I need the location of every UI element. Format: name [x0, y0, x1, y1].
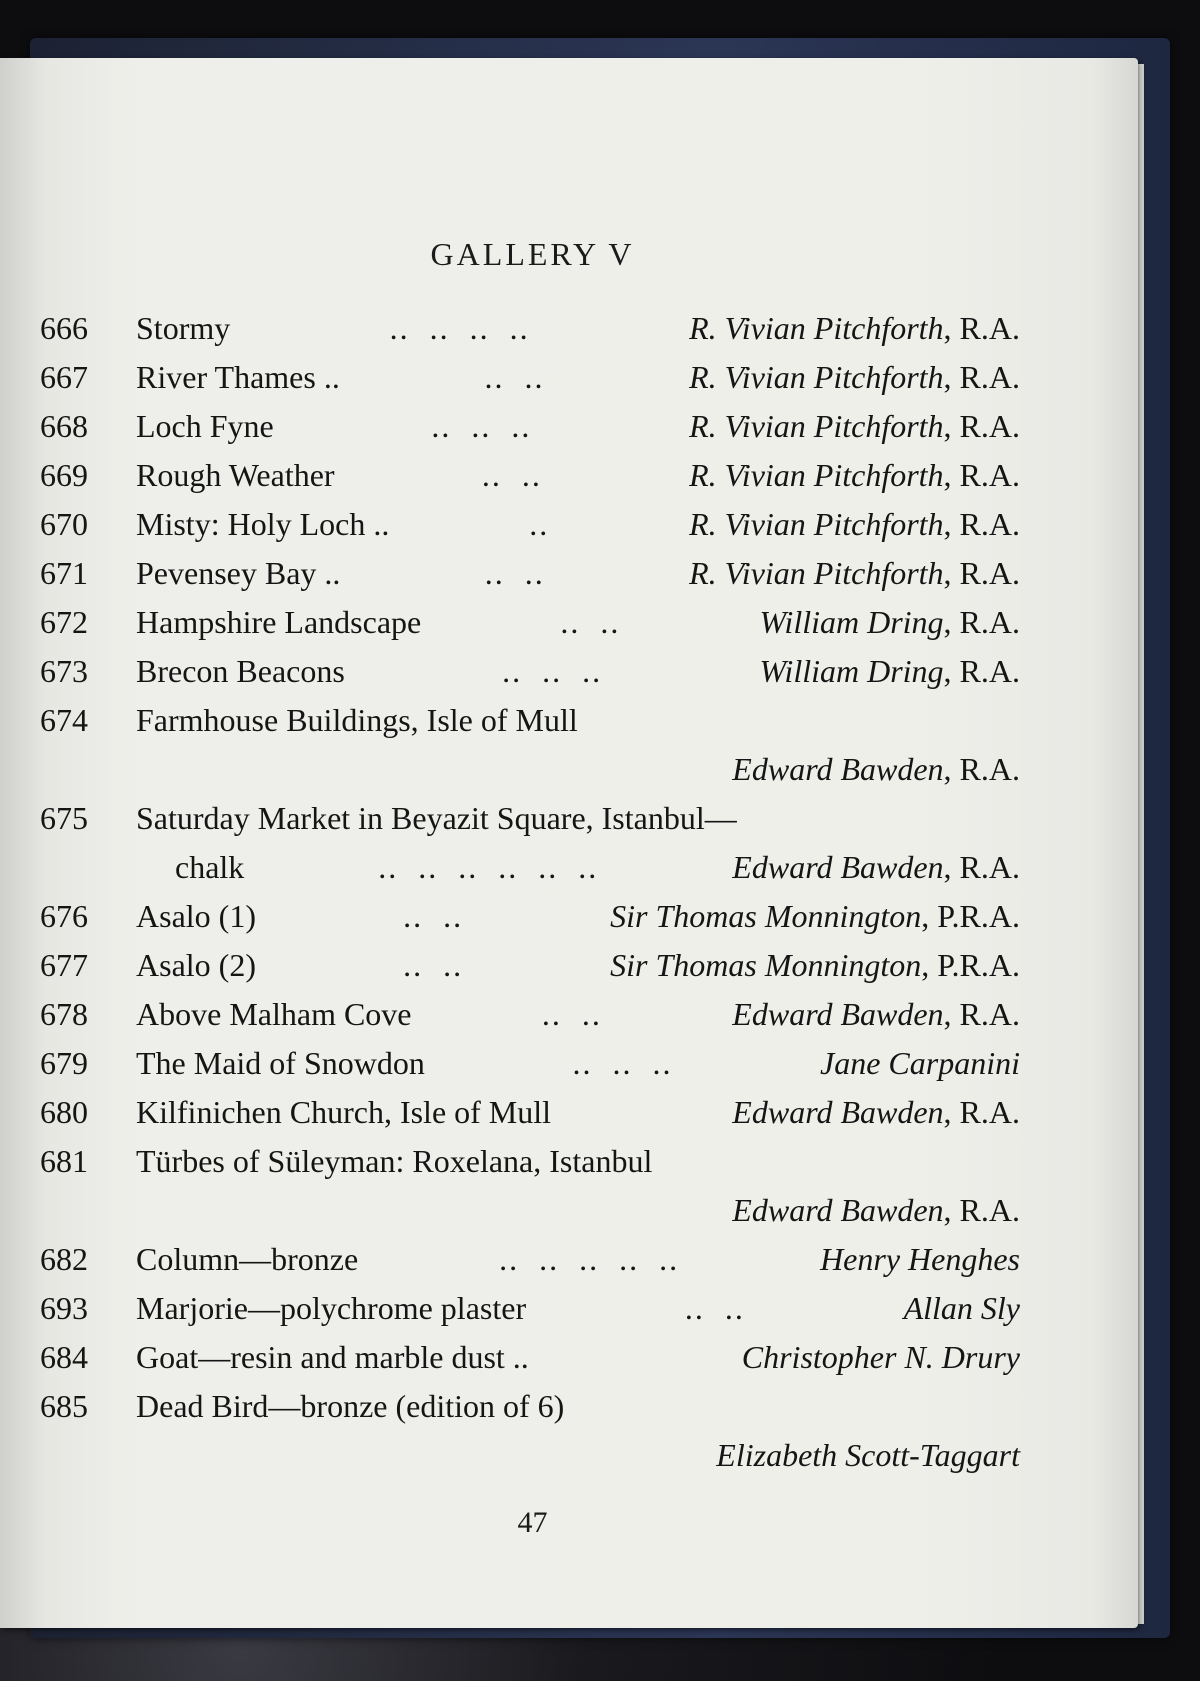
entry-row: [40, 1239, 1020, 1288]
entry-number: 676: [40, 898, 88, 934]
entry-number: 677: [40, 947, 88, 983]
entry-row: [40, 1337, 1020, 1386]
entry-title: Hampshire Landscape: [136, 604, 422, 640]
entry-title: Asalo (2): [136, 947, 256, 983]
artist-suffix: , R.A.: [943, 849, 1020, 885]
entry-number: 674: [40, 702, 88, 738]
entry-title: Saturday Market in Beyazit Square, Istanbul—: [136, 800, 737, 836]
artist-name: Jane Carpanini: [820, 1045, 1020, 1081]
catalogue-page: [0, 58, 1138, 1628]
artist-name: R. Vivian Pitchforth: [689, 506, 944, 542]
entry-artist: [716, 1435, 1020, 1475]
entry-leader-dots: .. ..: [484, 359, 545, 395]
entry-number: 680: [40, 1094, 88, 1130]
entry-artist: [689, 308, 1020, 348]
entry-row: [40, 1288, 1020, 1337]
entry-number: 667: [40, 359, 88, 395]
entry-row: [40, 1141, 1020, 1190]
entry-artist: [760, 651, 1020, 691]
entry-title: Kilfinichen Church, Isle of Mull: [136, 1094, 552, 1130]
entry-title: Column—bronze: [136, 1241, 359, 1277]
entry-title: chalk: [175, 849, 245, 885]
entry-leader-dots: .. .. .. .. ..: [499, 1241, 680, 1277]
entry-title: Goat—resin and marble dust ..: [136, 1339, 529, 1375]
entry-row: [40, 651, 1020, 700]
artist-name: Elizabeth Scott-Taggart: [716, 1437, 1020, 1473]
entry-row: [40, 798, 1020, 847]
entry-leader-dots: .. .. .. ..: [389, 310, 530, 346]
entry-row: [40, 994, 1020, 1043]
entry-row: [40, 700, 1020, 749]
artist-suffix: , R.A.: [943, 1192, 1020, 1228]
entry-artist: [689, 504, 1020, 544]
artist-suffix: , P.R.A.: [921, 947, 1020, 983]
entry-number: 684: [40, 1339, 88, 1375]
artist-suffix: , R.A.: [943, 1094, 1020, 1130]
entry-row: [40, 945, 1020, 994]
entry-row: [40, 749, 1020, 798]
entry-title: Stormy: [136, 310, 231, 346]
entry-artist: [732, 994, 1020, 1034]
entry-title: Farmhouse Buildings, Isle of Mull: [136, 702, 578, 738]
entry-artist: [610, 896, 1020, 936]
entry-row: [40, 357, 1020, 406]
entry-number: 666: [40, 310, 88, 346]
entry-number: 685: [40, 1388, 88, 1424]
artist-name: Sir Thomas Monnington: [610, 947, 922, 983]
entry-artist: [689, 406, 1020, 446]
entry-title: Rough Weather: [136, 457, 335, 493]
entry-row: [40, 406, 1020, 455]
entry-number: 668: [40, 408, 88, 444]
artist-suffix: , P.R.A.: [921, 898, 1020, 934]
entry-artist: [689, 455, 1020, 495]
entry-number: 693: [40, 1290, 88, 1326]
artist-name: R. Vivian Pitchforth: [689, 359, 944, 395]
entry-artist: [610, 945, 1020, 985]
entry-number: 669: [40, 457, 88, 493]
entry-artist: [689, 357, 1020, 397]
entry-leader-dots: .. .. ..: [502, 653, 603, 689]
entry-number: 673: [40, 653, 88, 689]
entry-leader-dots: .. ..: [403, 947, 464, 983]
artist-name: Edward Bawden: [732, 996, 944, 1032]
artist-name: Edward Bawden: [732, 1094, 944, 1130]
entry-row: [40, 455, 1020, 504]
entry-artist: [732, 1092, 1020, 1132]
entry-leader-dots: ..: [529, 506, 550, 542]
entry-leader-dots: .. .. ..: [572, 1045, 673, 1081]
entry-row: [40, 1092, 1020, 1141]
artist-name: William Dring: [759, 604, 944, 640]
entry-leader-dots: .. ..: [684, 1290, 745, 1326]
entry-title: Misty: Holy Loch ..: [136, 506, 390, 542]
entry-artist: [820, 1043, 1020, 1083]
entry-title: The Maid of Snowdon: [136, 1045, 425, 1081]
artist-suffix: , R.A.: [943, 506, 1020, 542]
gallery-heading: GALLERY V: [430, 236, 635, 272]
artist-name: Henry Henghes: [820, 1241, 1020, 1277]
artist-suffix: , R.A.: [943, 996, 1020, 1032]
entry-row: [40, 1386, 1020, 1435]
entry-title: Marjorie—polychrome plaster: [136, 1290, 527, 1326]
entry-artist: [742, 1337, 1020, 1377]
entry-number: 681: [40, 1143, 88, 1179]
entry-row: [40, 1190, 1020, 1239]
entry-title: Dead Bird—bronze (edition of 6): [136, 1388, 565, 1424]
artist-name: R. Vivian Pitchforth: [689, 408, 944, 444]
entry-title: Asalo (1): [136, 898, 256, 934]
entry-number: 678: [40, 996, 88, 1032]
entry-artist: [760, 602, 1020, 642]
entry-number: 675: [40, 800, 88, 836]
artist-name: Allan Sly: [903, 1290, 1020, 1326]
entry-row: [40, 553, 1020, 602]
artist-suffix: , R.A.: [943, 310, 1020, 346]
artist-suffix: , R.A.: [943, 604, 1020, 640]
artist-name: Christopher N. Drury: [741, 1339, 1020, 1375]
entry-row: [40, 847, 1020, 896]
entry-title: River Thames ..: [136, 359, 340, 395]
entry-leader-dots: .. ..: [484, 555, 545, 591]
entry-row: [40, 504, 1020, 553]
entry-artist: [732, 749, 1020, 789]
artist-suffix: , R.A.: [943, 555, 1020, 591]
entry-row: [40, 308, 1020, 357]
page-number: 47: [517, 1506, 548, 1539]
entry-leader-dots: .. ..: [560, 604, 621, 640]
entry-row: [40, 602, 1020, 651]
entry-artist: [820, 1239, 1020, 1279]
artist-suffix: , R.A.: [943, 751, 1020, 787]
entry-row: [40, 1435, 1020, 1484]
entry-row: [40, 896, 1020, 945]
entry-leader-dots: .. .. ..: [431, 408, 532, 444]
artist-name: Sir Thomas Monnington: [610, 898, 922, 934]
entry-leader-dots: .. ..: [541, 996, 602, 1032]
artist-suffix: , R.A.: [943, 359, 1020, 395]
artist-name: R. Vivian Pitchforth: [689, 555, 944, 591]
entries-list: [40, 308, 1020, 1484]
artist-name: Edward Bawden: [732, 1192, 944, 1228]
entry-title: Türbes of Süleyman: Roxelana, Istanbul: [136, 1143, 653, 1179]
entry-number: 679: [40, 1045, 88, 1081]
artist-name: Edward Bawden: [732, 751, 944, 787]
artist-name: R. Vivian Pitchforth: [689, 310, 944, 346]
entry-artist: [689, 553, 1020, 593]
entry-artist: [732, 1190, 1020, 1230]
artist-name: Edward Bawden: [732, 849, 944, 885]
entry-leader-dots: .. ..: [403, 898, 464, 934]
artist-suffix: , R.A.: [943, 653, 1020, 689]
artist-name: R. Vivian Pitchforth: [689, 457, 944, 493]
entry-artist: [732, 847, 1020, 887]
artist-name: William Dring: [759, 653, 944, 689]
entry-number: 670: [40, 506, 88, 542]
entry-title: Loch Fyne: [136, 408, 274, 444]
entry-leader-dots: .. ..: [481, 457, 542, 493]
entry-title: Pevensey Bay ..: [136, 555, 341, 591]
entry-number: 671: [40, 555, 88, 591]
entry-number: 682: [40, 1241, 88, 1277]
entry-title: Brecon Beacons: [136, 653, 345, 689]
entry-artist: [904, 1288, 1020, 1328]
entry-number: 672: [40, 604, 88, 640]
artist-suffix: , R.A.: [943, 457, 1020, 493]
entry-title: Above Malham Cove: [136, 996, 412, 1032]
entry-row: [40, 1043, 1020, 1092]
artist-suffix: , R.A.: [943, 408, 1020, 444]
entry-leader-dots: .. .. .. .. .. ..: [378, 849, 599, 885]
